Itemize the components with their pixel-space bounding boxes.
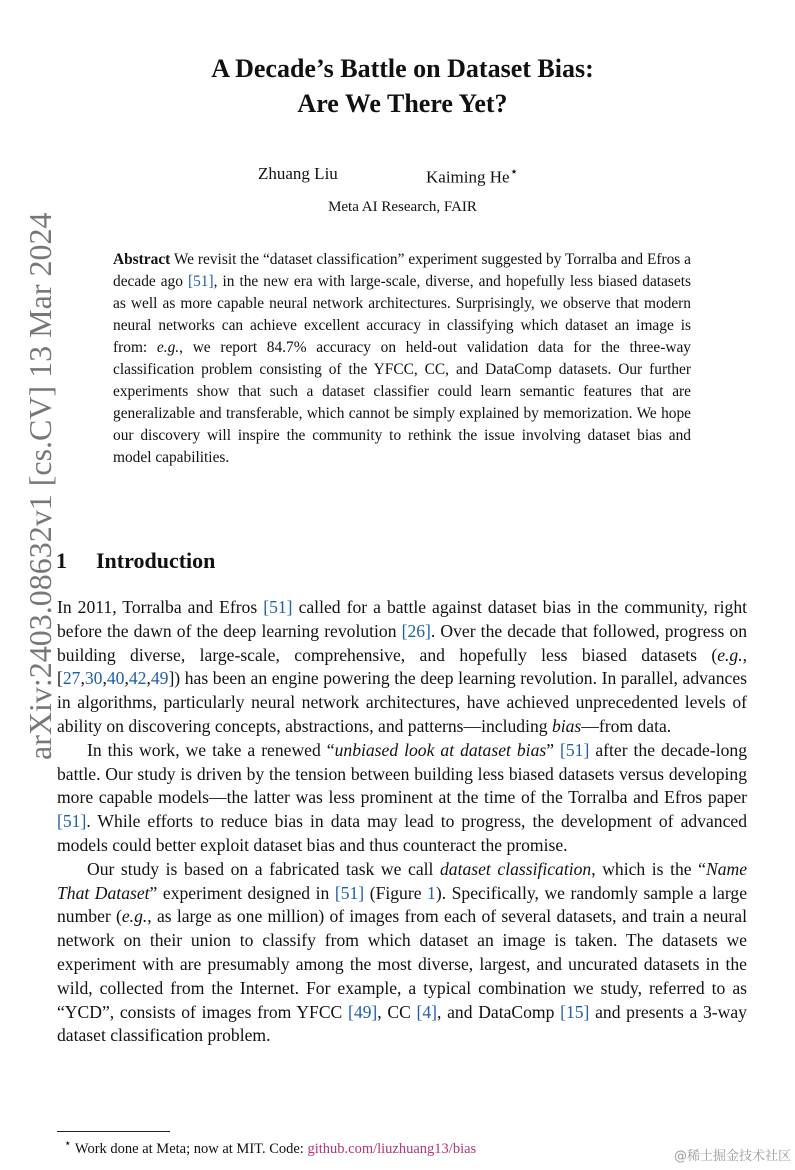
citation-link[interactable]: [51]: [187, 273, 214, 290]
abstract-emphasis: e.g.: [156, 339, 180, 356]
text-run: and presents a 3-way dataset classification problem.: [57, 1001, 747, 1046]
text-run: In 2011, Torralba and Efros: [57, 597, 264, 617]
text-run: ]) has been an engine powering the deep learning revolution. In parallel, advances in algorithms, particularly neural network architectures, have achieved unprecedented levels of ability on discovering concepts, abstractions, and patterns—including: [57, 668, 747, 736]
text-run: , [: [57, 644, 747, 689]
paragraph-2: [57, 739, 747, 858]
text-run: ”: [546, 739, 561, 760]
section-title: Introduction: [96, 548, 216, 573]
section-heading: [56, 548, 215, 574]
author-footnote-mark: ⋆: [509, 164, 519, 180]
citation-link[interactable]: 40: [106, 668, 125, 689]
emphasis: unbiased look at dataset bias: [334, 739, 547, 760]
citation-link[interactable]: [4]: [416, 1001, 438, 1022]
author-zhuang-liu: Zhuang Liu: [258, 164, 338, 183]
citation-link[interactable]: 27: [62, 668, 81, 689]
paragraph-3: [57, 858, 747, 1048]
citation-link[interactable]: [15]: [560, 1001, 590, 1022]
text-run: , CC: [377, 1001, 417, 1022]
abstract: [113, 249, 691, 469]
text-run: (Figure: [364, 882, 428, 903]
abstract-text: , we report 84.7% accuracy on held-out validation data for the three-way classification problem consisting of the YFCC, CC, and DataComp datasets. Our further experiments show that such a dataset classifier could learn semantic features that are generalizable and transferable, which cannot be simply explained by memorization. We hope our discovery will inspire the community to rethink the issue involving dataset bias and model capabilities.: [113, 339, 691, 466]
text-run: , and DataComp: [437, 1001, 561, 1022]
citation-link[interactable]: [26]: [401, 620, 431, 641]
citation-link[interactable]: [51]: [263, 597, 293, 617]
footnote-mark: ⋆: [64, 1136, 72, 1150]
watermark: @稀土掘金技术社区: [673, 1149, 791, 1164]
arxiv-identifier-stamp: [22, 52, 58, 760]
paper-title-line-2: Are We There Yet?: [297, 89, 508, 118]
text-run: Our study is based on a fabricated task we call: [87, 858, 440, 879]
text-run: —from data.: [581, 715, 672, 736]
emphasis: Name That Dataset: [57, 858, 747, 903]
text-run: . Over the decade that followed, progress on building diverse, large-scale, comprehensive, and hopefully less biased datasets (: [57, 620, 747, 665]
introduction-body: [57, 596, 747, 1048]
citation-link[interactable]: 30: [84, 668, 103, 689]
footnote-divider: [57, 1131, 170, 1132]
affiliation: Meta AI Research, FAIR: [328, 199, 477, 215]
text-run: called for a battle against dataset bias in the community, right before the dawn of the deep learning revolution: [57, 597, 748, 641]
citation-link[interactable]: [51]: [560, 739, 590, 760]
code-url-link[interactable]: github.com/liuzhuang13/bias: [307, 1140, 477, 1157]
text-run: In this work, we take a renewed “: [87, 739, 335, 760]
paragraph-1: In 2011, Torralba and Efros [51] called for a battle against dataset bias in the community, right before the dawn of the deep learning revolution [26]. Over the decade that followed, progress on building diverse, large-scale, comprehensive, and hopefully less biased datasets (e.g., [27,30,40,42,49]) has been an engine powering the deep learning revolution. In parallel, advances in algorithms, particularly neural network architectures, have achieved unprecedented levels of ability on discovering concepts, abstractions, and patterns—including bias—from data.: [57, 597, 748, 736]
emphasis: bias: [551, 715, 582, 736]
citation-link[interactable]: [51]: [57, 811, 87, 832]
footnote: [64, 1136, 476, 1158]
citation-link[interactable]: 49: [150, 668, 169, 689]
emphasis: e.g.: [121, 906, 148, 927]
citation-link[interactable]: [51]: [334, 882, 365, 903]
author-name: Kaiming He: [426, 167, 510, 187]
footnote-text: Work done at Meta; now at MIT. Code:: [71, 1140, 308, 1157]
abstract-text: , in the new era with large-scale, diverse, and hopefully less biased datasets as well as more capable neural network architectures. Surprisingly, we observe that modern neural networks can achieve excellent accuracy in classifying which dataset an image is from:: [113, 273, 691, 356]
text-run: ” experiment designed in: [149, 882, 335, 903]
text-run: ). Specifically, we randomly sample a large number (: [57, 882, 748, 927]
citation-link[interactable]: 42: [128, 668, 147, 689]
text-run: , as large as one million) of images from each of several datasets, and train a neural network on their union to classify from which dataset an image is taken. The datasets we experiment with are presumably among the most diverse, largest, and uncurated datasets in the wild, collected from the Internet. For example, a typical combination we study, referred to as “YCD”, consists of images from YFCC: [57, 906, 747, 1022]
author-kaiming-he: [426, 164, 518, 188]
text-run: , which is the “: [591, 858, 706, 879]
abstract-label: Abstract: [113, 251, 171, 268]
emphasis: e.g.: [717, 644, 743, 665]
abstract-text: We revisit the “dataset classification” experiment suggested by Torralba and Efros a decade ago: [113, 251, 691, 290]
paper-title-line-1: A Decade’s Battle on Dataset Bias:: [211, 54, 594, 83]
section-number: 1: [56, 548, 67, 573]
citation-link[interactable]: [49]: [347, 1001, 378, 1022]
figure-link[interactable]: 1: [427, 882, 436, 903]
arxiv-identifier-text: arXiv:2403.08632v1 [cs.CV] 13 Mar 2024: [22, 212, 58, 760]
text-run: after the decade-long battle. Our study is driven by the tension between building less biased datasets versus developing more capable models—the latter was less prominent at the time of the Torralba and Efros paper: [57, 739, 747, 808]
text-run: . While efforts to reduce bias in data may lead to progress, the development of advanced models could better exploit dataset bias and thus counteract the promise.: [57, 811, 747, 855]
emphasis: dataset classification: [439, 858, 592, 879]
